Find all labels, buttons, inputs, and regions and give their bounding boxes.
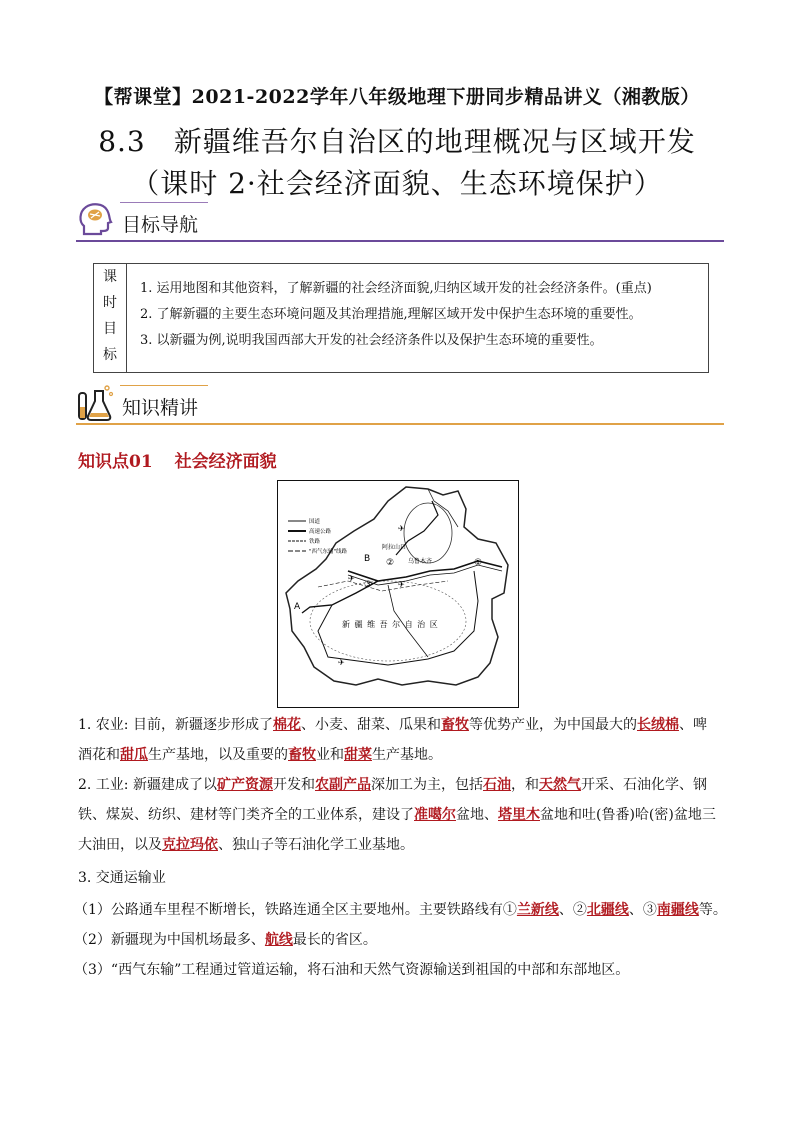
- svg-text:✈: ✈: [398, 580, 405, 589]
- map-place-label: 乌鲁木齐: [408, 558, 433, 565]
- goals-char: 课: [103, 269, 117, 285]
- lesson-number: 8.3: [98, 125, 146, 158]
- map-marker: B: [364, 554, 371, 564]
- brain-head-icon: [76, 200, 116, 240]
- text: 、小麦、甜菜、瓜果和: [300, 717, 441, 733]
- goal-item: 3. 以新疆为例,说明我国西部大开发的社会经济条件以及保护生态环境的重要性。: [140, 333, 603, 348]
- text: 业和: [316, 747, 344, 763]
- text: 最长的省区。: [292, 932, 377, 948]
- keyword: 矿产资源: [216, 777, 273, 793]
- svg-text:✈: ✈: [338, 658, 345, 667]
- map-place-label: 新 疆 维 吾 尔 自 治 区: [342, 620, 439, 629]
- text: 生产基地。: [372, 747, 442, 763]
- section-label-knowledge: 知识精讲: [122, 397, 199, 419]
- keyword: 天然气: [538, 777, 581, 793]
- svg-text:✈: ✈: [348, 574, 355, 583]
- text: 等。: [698, 902, 727, 918]
- lab-flask-icon: [76, 383, 116, 423]
- section-header-goals: [76, 200, 724, 244]
- keyword: 长绒棉: [636, 717, 679, 733]
- knowledge-point-name: 社会经济面貌: [174, 452, 277, 472]
- lesson-title: [0, 120, 794, 160]
- goal-item: 2. 了解新疆的主要生态环境问题及其治理措施,理解区域开发中保护生态环境的重要性。: [140, 307, 642, 322]
- goals-table: [93, 263, 709, 373]
- keyword: 农副产品: [314, 777, 371, 793]
- knowledge-point-title: [78, 447, 277, 472]
- paragraph-transport-1: [74, 895, 734, 925]
- goals-char: 时: [103, 295, 117, 311]
- keyword: 畜牧: [440, 717, 469, 733]
- map-marker: ③: [364, 580, 373, 590]
- keyword: 航线: [264, 932, 293, 948]
- text: 、②: [558, 902, 587, 918]
- text: 、独山子等石油化学工业基地。: [218, 837, 414, 853]
- text: 深加工为主，包括: [370, 777, 483, 793]
- text: 开采、石油化学、钢铁、煤炭、纺织、建材等门类齐全的工业体系，建设了: [78, 777, 707, 823]
- map-marker: A: [294, 602, 301, 612]
- text: （2）新疆现为中国机场最多、: [74, 932, 265, 948]
- paragraph-agriculture: [78, 710, 718, 770]
- legend-item: "西气东输"线路: [309, 549, 348, 555]
- section-header-knowledge: [76, 383, 724, 427]
- text: 等优势产业，为中国最大的: [468, 717, 637, 733]
- keyword: 甜瓜: [120, 747, 148, 763]
- section-label-goals: 目标导航: [122, 214, 199, 236]
- paragraph-industry: [78, 770, 718, 860]
- keyword: 克拉玛依: [162, 837, 218, 853]
- legend-item: 铁路: [309, 539, 321, 545]
- legend-item: 国道: [309, 519, 321, 525]
- goals-char: 标: [103, 347, 117, 363]
- keyword: 甜菜: [344, 747, 372, 763]
- svg-text:✈: ✈: [398, 524, 405, 533]
- goals-column-label: [94, 264, 127, 372]
- paragraph-transport-3: （3）“西气东输”工程通过管道运输，将石油和天然气资源输送到祖国的中部和东部地区。: [74, 962, 630, 978]
- text: （1）公路通车里程不断增长，铁路连通全区主要地州。主要铁路线有①: [74, 902, 517, 918]
- xinjiang-map: [277, 480, 519, 708]
- lesson-title-text: 新疆维吾尔自治区的地理概况与区域开发: [173, 125, 696, 158]
- keyword: 北疆线: [586, 902, 629, 918]
- text: 、啤酒花和: [78, 717, 707, 763]
- goal-item: 1. 运用地图和其他资料，了解新疆的社会经济面貌,归纳区域开发的社会经济条件。(重点): [140, 281, 652, 296]
- keyword: 南疆线: [656, 902, 699, 918]
- text: 开发和: [272, 777, 315, 793]
- header-title: 【帮课堂】2021-2022学年八年级地理下册同步精品讲义（湘教版）: [94, 86, 700, 108]
- keyword: 石油: [482, 777, 511, 793]
- map-marker: ②: [386, 558, 395, 568]
- keyword: 兰新线: [516, 902, 559, 918]
- legend-item: 高速公路: [309, 529, 332, 535]
- text: ，和: [510, 777, 539, 793]
- map-place-label: 阿拉山口: [382, 544, 407, 551]
- keyword: 准噶尔: [414, 807, 456, 823]
- goals-char: 目: [103, 321, 117, 337]
- text: 盆地和吐(鲁番)哈(密)盆地三大油田，以及: [78, 807, 716, 853]
- transport-title: 3. 交通运输业: [78, 870, 166, 886]
- text: 、③: [628, 902, 657, 918]
- keyword: 棉花: [272, 717, 301, 733]
- text: 生产基地，以及重要的: [148, 747, 288, 763]
- map-marker: ①: [474, 558, 483, 568]
- text: 1. 农业: 目前，新疆逐步形成了: [78, 717, 273, 733]
- keyword: 畜牧: [288, 747, 316, 763]
- text: 2. 工业: 新疆建成了以: [78, 777, 217, 793]
- keyword: 塔里木: [498, 807, 540, 823]
- text: 盆地、: [456, 807, 498, 823]
- lesson-subtitle: （课时 2·社会经济面貌、生态环境保护）: [131, 167, 663, 200]
- paragraph-transport-2: [74, 925, 714, 955]
- knowledge-point-code: 知识点01: [78, 452, 153, 472]
